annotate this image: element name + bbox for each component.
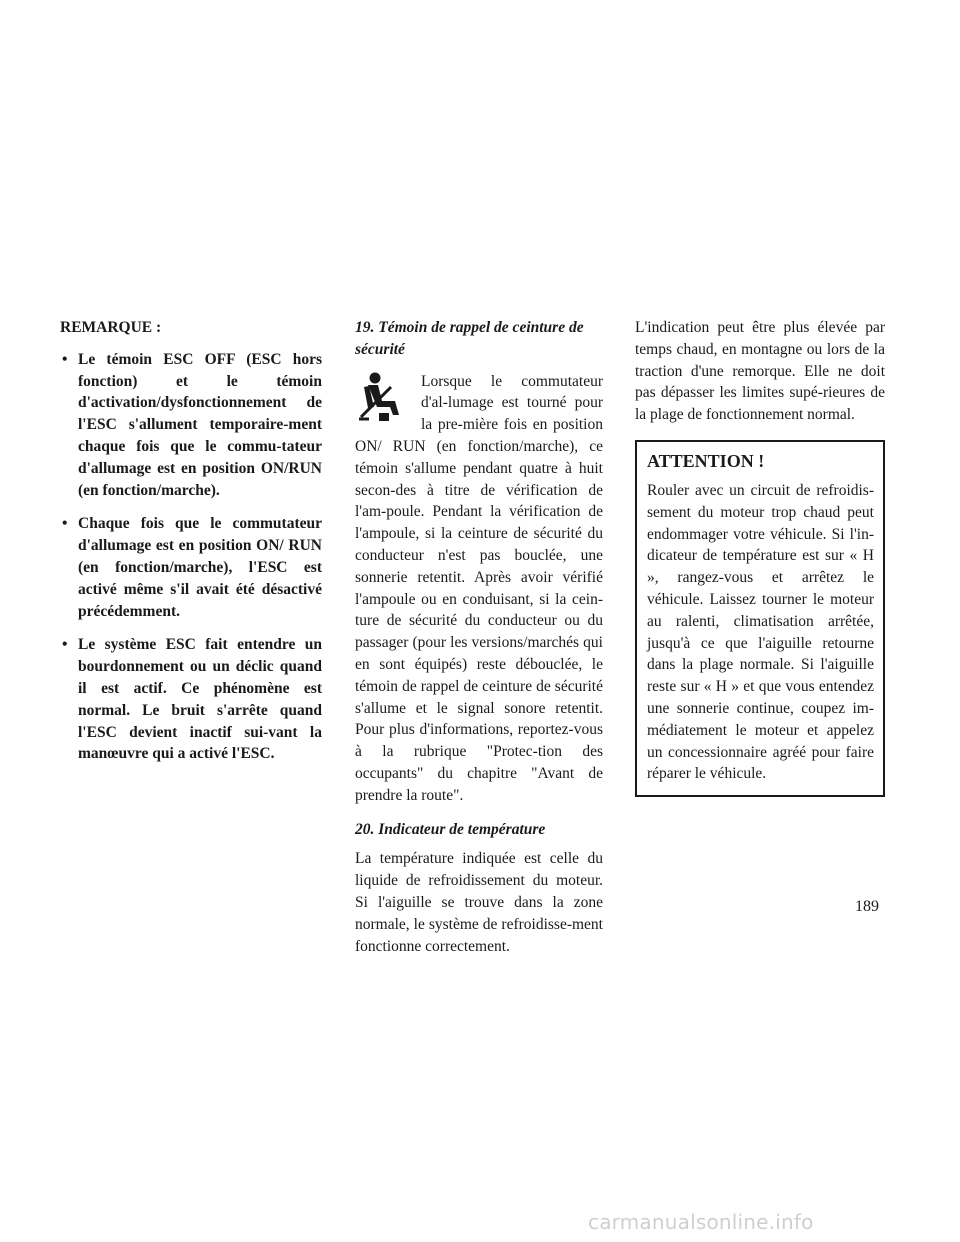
note-bullet-list [60, 349, 322, 765]
bullet-text: Chaque fois que le commutateur d'allumage est en position ON/ RUN (en fonction/marche), l'ESC est activé même s'il avait été désactivé précédemment. [78, 515, 322, 620]
bullet-icon: • [62, 636, 68, 654]
paragraph-19 [355, 371, 603, 807]
warning-text: Rouler avec un circuit de refroidis-sement du moteur trop chaud peut endommager votre véhicule. Si l'in-dicateur de température est sur « H », rangez-vous et arrêtez le véhicule. Laissez tourner le moteur au ralenti, climatisation arrêtée, jusqu'à ce que l'aiguille retourne dans la plage normale. Si l'aiguille reste sur « H » et que vous entendez une sonnerie continue, coupez im-médiatement le moteur et appelez un concessionnaire agréé pour faire réparer le véhicule. [647, 481, 874, 783]
seatbelt-reminder-icon [355, 371, 413, 431]
paragraph-20: La température indiquée est celle du liquide de refroidissement du moteur. Si l'aiguille se trouve dans la zone normale, le système de refroidisse-ment fonctionne correctement. [355, 850, 603, 955]
section-heading-20: 20. Indicateur de température [355, 820, 546, 838]
list-item [60, 349, 322, 502]
bullet-icon: • [62, 515, 68, 533]
column-middle [355, 317, 603, 969]
column-left [60, 317, 322, 777]
bullet-text: Le système ESC fait entendre un bourdonnement ou un déclic quand il est actif. Ce phénomène est normal. Le bruit s'arrête quand l'ESC devient inactif sui-vant la manœuvre qui a activé l'ESC. [78, 636, 322, 763]
column-right [635, 317, 885, 797]
bullet-text: Le témoin ESC OFF (ESC hors fonction) et le témoin d'activation/dysfonctionnement de l'ESC s'allument temporaire-ment chaque fois que le commu-tateur d'allumage est en position ON/RUN (en fonction/marche). [78, 350, 322, 499]
section-heading-19: 19. Témoin de rappel de ceinture de sécurité [355, 319, 584, 358]
bullet-icon: • [62, 350, 68, 368]
paragraph-19-text: Lorsque le commutateur d'al-lumage est tourné pour la pre-mière fois en position ON/ RUN (en fonction/marche), ce témoin s'allume pendant quatre à huit secon-des à titre de vérification de l'am-poule. Pendant la vérification de l'ampoule, si la ceinture de sécurité du conducteur n'est pas bouclée, une sonnerie retentit. Après avoir vérifié l'ampoule ou en conduisant, si la cein-ture de sécurité du conducteur ou du passager (pour les versions/marchés qui en sont équipés) reste débouclée, le témoin de rappel de ceinture de sécurité s'allume et le signal sonore retentit. Pour plus d'informations, reportez-vous à la rubrique "Protec-tion des occupants" du chapitre "Avant de prendre la route". [355, 372, 603, 804]
warning-box [635, 440, 885, 797]
list-item [60, 634, 322, 765]
watermark: carmanualsonline.info [588, 1210, 814, 1234]
paragraph-temperature: L'indication peut être plus élevée par temps chaud, en montagne ou lors de la traction d'une remorque. Elle ne doit pas dépasser les limites supé-rieures de la plage de fonctionnement normal. [635, 319, 885, 424]
list-item [60, 513, 322, 622]
note-label: REMARQUE : [60, 319, 162, 336]
warning-title: ATTENTION ! [647, 450, 765, 471]
page-number: 189 [855, 898, 879, 915]
